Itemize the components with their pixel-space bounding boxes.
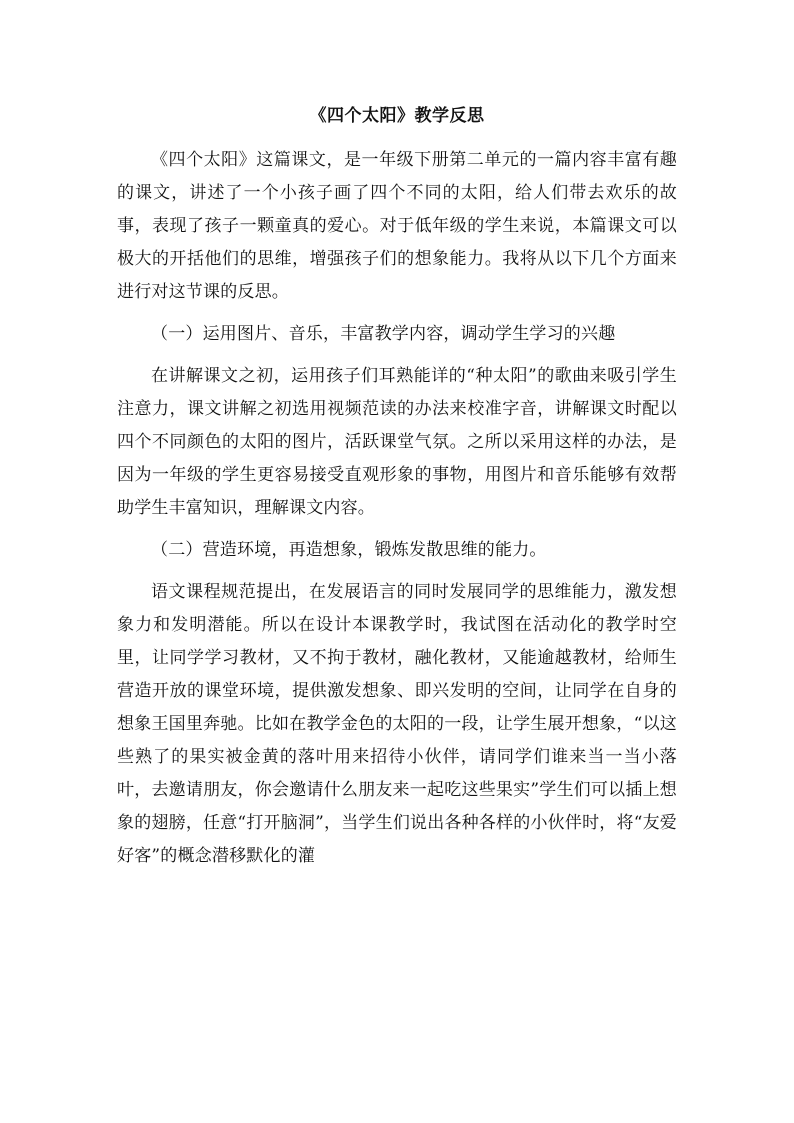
- paragraph-intro: 《四个太阳》这篇课文，是一年级下册第二单元的一篇内容丰富有趣的课文，讲述了一个小孩子画了四个不同的太阳，给人们带去欢乐的故事，表现了孩子一颗童真的爱心。对于低年级的学生来说，本篇课文可以极大的开括他们的思维，增强孩子们的想象能力。我将从以下几个方面来进行对这节课的反思。: [117, 150, 677, 302]
- paragraph-section-2: 语文课程规范提出，在发展语言的同时发展同学的思维能力，激发想象力和发明潜能。所以在设计本课教学时，我试图在活动化的教学时空里，让同学学习教材，又不拘于教材，融化教材，又能逾越教材，给师生营造开放的课堂环境，提供激发想象、即兴发明的空间，让同学在自身的想象王国里奔驰。比如在教学金色的太阳的一段，让学生展开想象，“以这些熟了的果实被金黄的落叶用来招待小伙伴，请同学们谁来当一当小落叶，去邀请朋友，你会邀请什么朋友来一起吃这些果实”学生们可以插上想象的翅膀，任意“打开脑洞”，当学生们说出各种各样的小伙伴时，将“友爱好客”的概念潜移默化的灌: [117, 582, 677, 866]
- document-title: 《四个太阳》教学反思: [309, 106, 485, 126]
- paragraph-section-1: 在讲解课文之初，运用孩子们耳熟能详的“种太阳”的歌曲来吸引学生注意力，课文讲解之初选用视频范读的办法来校准字音，讲解课文时配以四个不同颜色的太阳的图片，活跃课堂气氛。之所以采用这样的办法，是因为一年级的学生更容易接受直观形象的事物，用图片和音乐能够有效帮助学生丰富知识，理解课文内容。: [117, 366, 677, 518]
- document-body: [117, 144, 677, 880]
- section-heading-2: （二）营造环境，再造想象，锻炼发散思维的能力。: [151, 540, 547, 560]
- section-heading-1: （一）运用图片、音乐，丰富教学内容，调动学生学习的兴趣: [151, 324, 616, 344]
